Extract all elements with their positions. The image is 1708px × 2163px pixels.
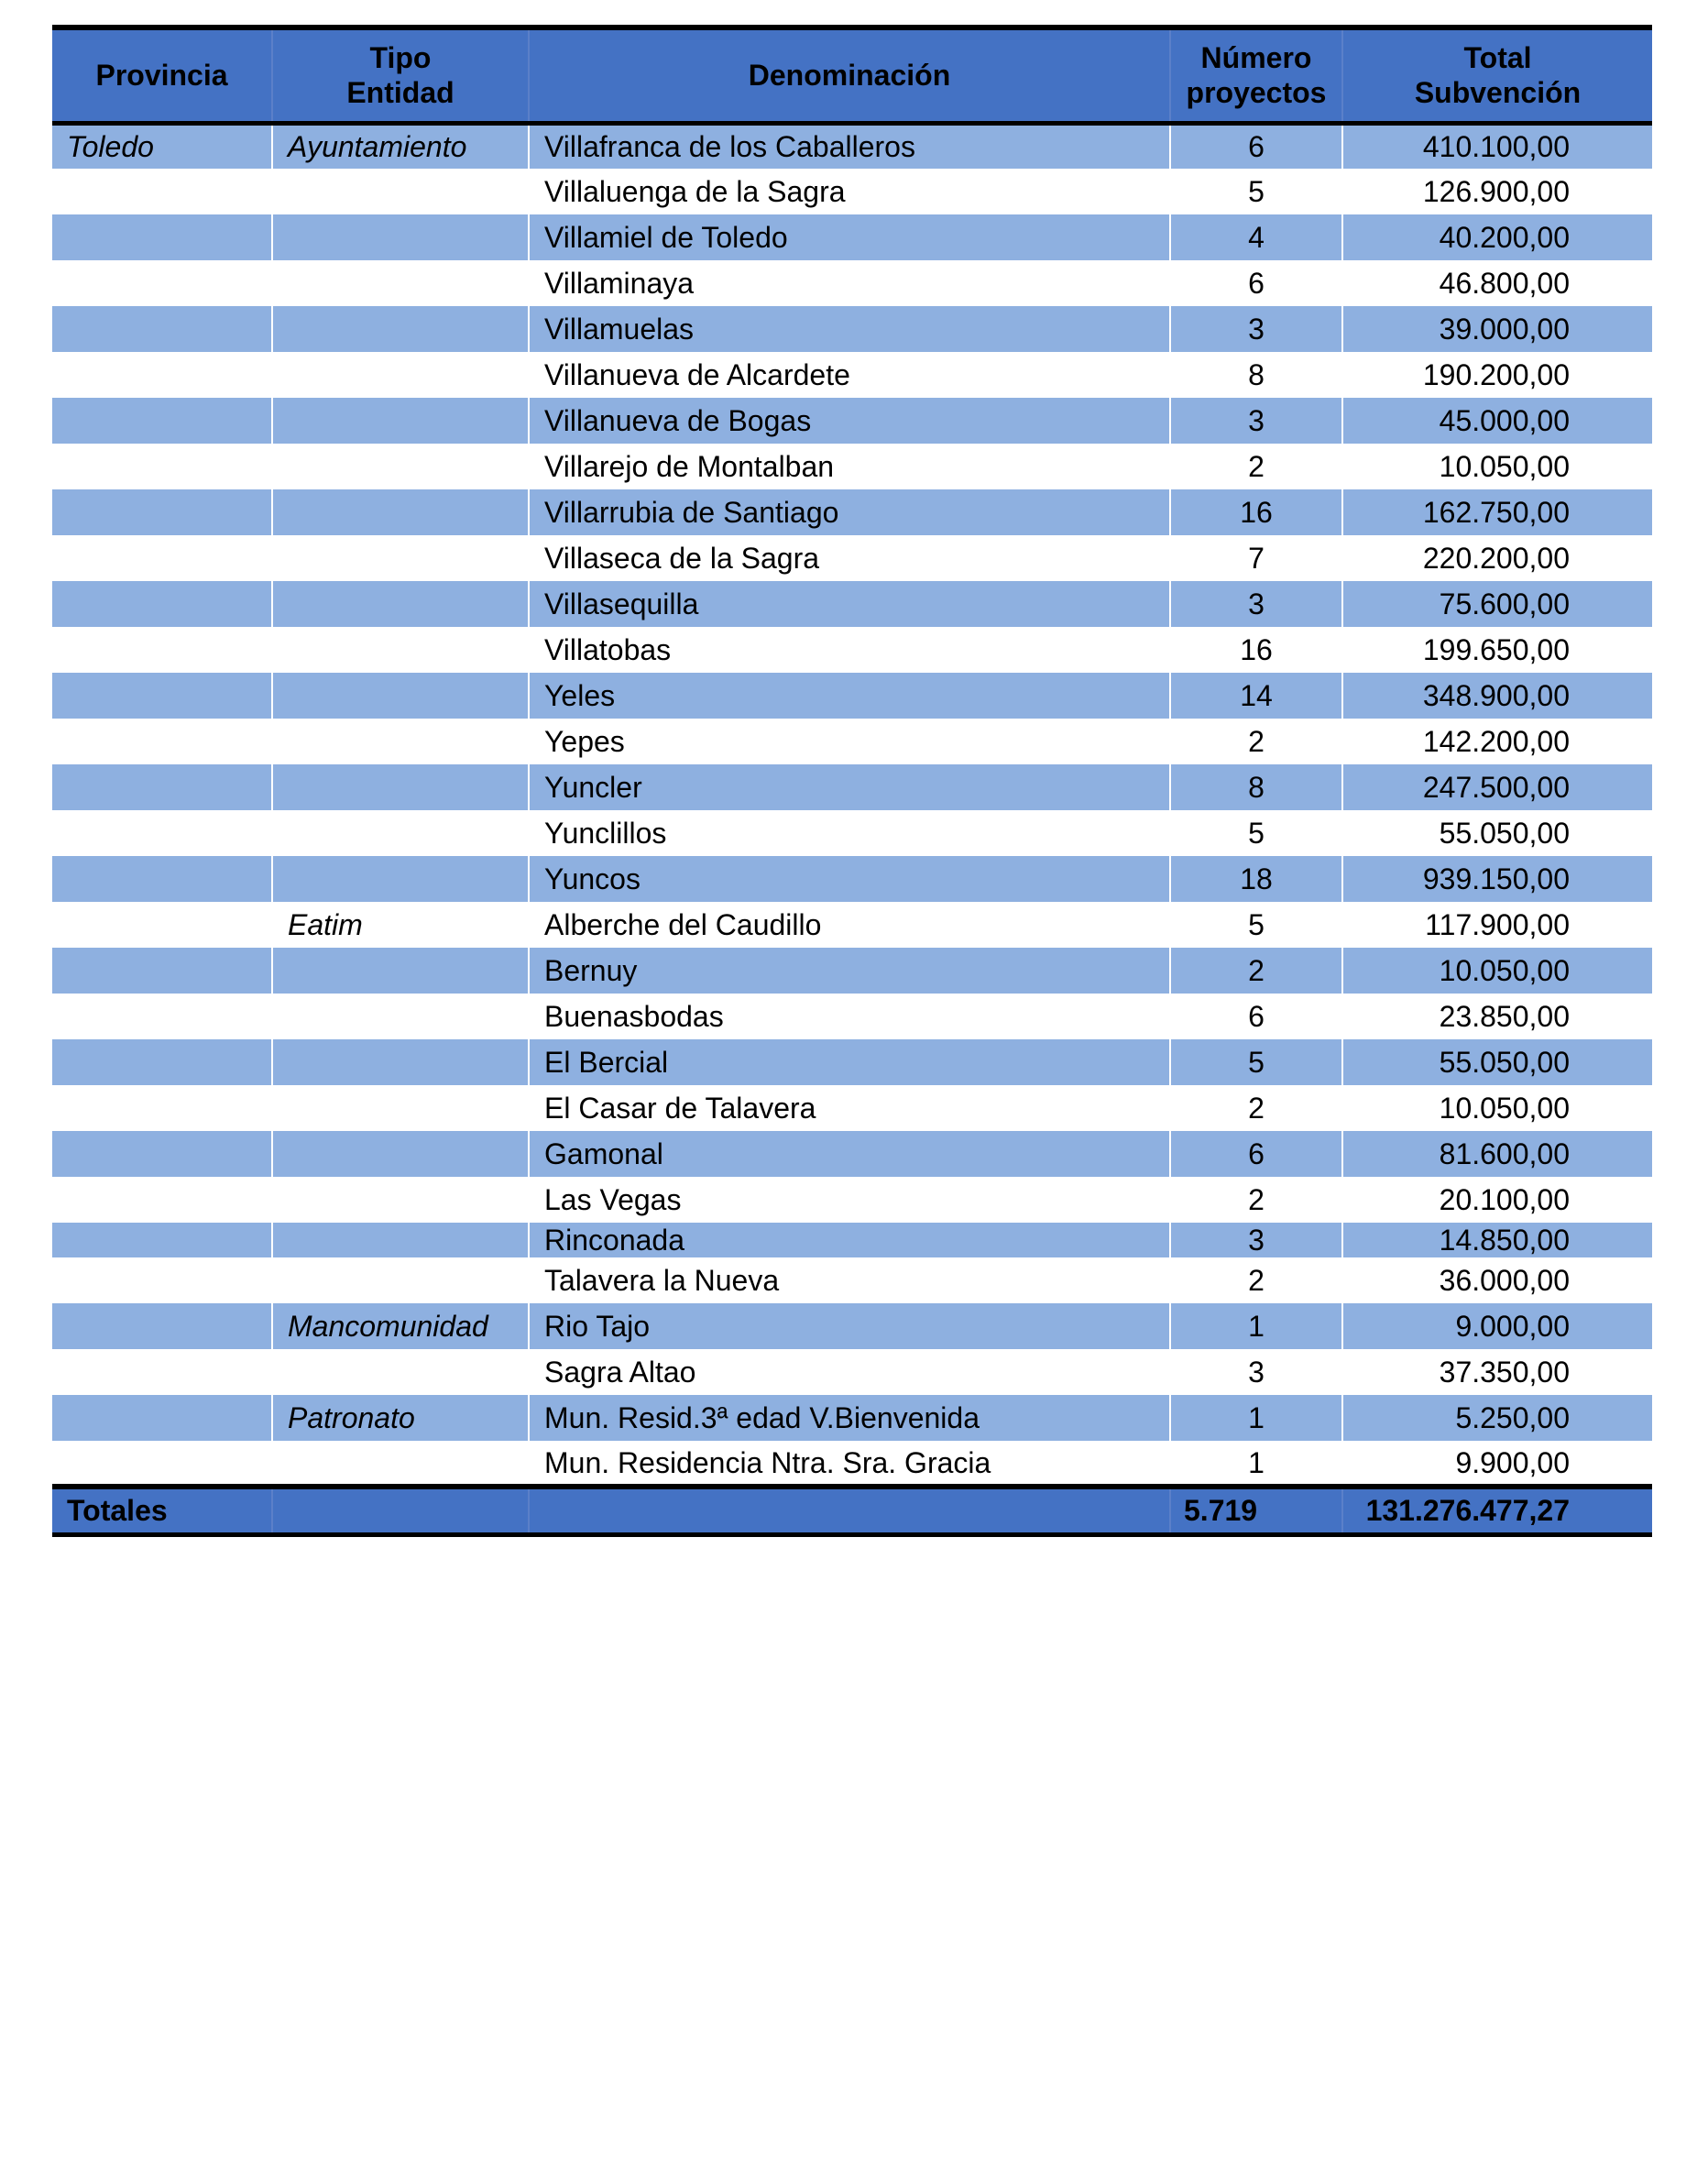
- table-row: [52, 627, 1652, 673]
- cell-provincia: [52, 1441, 272, 1487]
- table-row: [52, 1131, 1652, 1177]
- cell-denominacion: Mun. Residencia Ntra. Sra. Gracia: [529, 1441, 1170, 1487]
- cell-numero-proyectos: 4: [1170, 214, 1342, 260]
- cell-provincia: [52, 810, 272, 856]
- table-row: [52, 1441, 1652, 1487]
- cell-numero-proyectos: 5: [1170, 902, 1342, 948]
- cell-numero-proyectos: 2: [1170, 444, 1342, 489]
- cell-tipo-entidad: Eatim: [272, 902, 529, 948]
- cell-denominacion: El Casar de Talavera: [529, 1085, 1170, 1131]
- cell-denominacion: Mun. Resid.3ª edad V.Bienvenida: [529, 1395, 1170, 1441]
- cell-denominacion: Villasequilla: [529, 581, 1170, 627]
- header-numero-label-2: proyectos: [1186, 76, 1327, 110]
- table-row: [52, 1303, 1652, 1349]
- cell-tipo-entidad: [272, 214, 529, 260]
- cell-numero-proyectos: 5: [1170, 810, 1342, 856]
- cell-tipo-entidad: [272, 1039, 529, 1085]
- cell-denominacion: Villatobas: [529, 627, 1170, 673]
- header-total-label-2: Subvención: [1414, 76, 1582, 110]
- cell-numero-proyectos: 5: [1170, 169, 1342, 214]
- header-numero-proyectos: [1170, 27, 1342, 123]
- cell-total-subvencion: 10.050,00: [1342, 1085, 1652, 1131]
- cell-provincia: [52, 948, 272, 994]
- cell-denominacion: Villanueva de Bogas: [529, 398, 1170, 444]
- cell-total-subvencion: 348.900,00: [1342, 673, 1652, 719]
- cell-total-subvencion: 55.050,00: [1342, 1039, 1652, 1085]
- table-row: [52, 673, 1652, 719]
- cell-provincia: [52, 673, 272, 719]
- subsidy-table: [52, 25, 1652, 1537]
- cell-denominacion: Gamonal: [529, 1131, 1170, 1177]
- cell-tipo-entidad: [272, 444, 529, 489]
- cell-denominacion: Villaminaya: [529, 260, 1170, 306]
- cell-tipo-entidad: [272, 535, 529, 581]
- table-row: [52, 489, 1652, 535]
- totals-label: Totales: [52, 1487, 272, 1534]
- cell-total-subvencion: 14.850,00: [1342, 1223, 1652, 1257]
- cell-total-subvencion: 37.350,00: [1342, 1349, 1652, 1395]
- table-row: [52, 902, 1652, 948]
- cell-numero-proyectos: 2: [1170, 1085, 1342, 1131]
- cell-total-subvencion: 199.650,00: [1342, 627, 1652, 673]
- header-numero-label-1: Número: [1200, 41, 1312, 75]
- cell-numero-proyectos: 3: [1170, 306, 1342, 352]
- cell-total-subvencion: 23.850,00: [1342, 994, 1652, 1039]
- cell-tipo-entidad: [272, 948, 529, 994]
- cell-provincia: [52, 1223, 272, 1257]
- cell-provincia: [52, 581, 272, 627]
- cell-total-subvencion: 20.100,00: [1342, 1177, 1652, 1223]
- header-tipo-label-2: Entidad: [346, 76, 454, 110]
- cell-total-subvencion: 9.000,00: [1342, 1303, 1652, 1349]
- header-provincia: [52, 27, 272, 123]
- cell-total-subvencion: 190.200,00: [1342, 352, 1652, 398]
- cell-numero-proyectos: 8: [1170, 352, 1342, 398]
- cell-tipo-entidad: [272, 1085, 529, 1131]
- table-row: [52, 1085, 1652, 1131]
- cell-provincia: [52, 306, 272, 352]
- cell-tipo-entidad: [272, 489, 529, 535]
- header-provincia-label: Provincia: [95, 59, 228, 93]
- cell-provincia: [52, 902, 272, 948]
- cell-provincia: [52, 535, 272, 581]
- totals-proyectos: 5.719: [1170, 1487, 1342, 1534]
- table-row: [52, 444, 1652, 489]
- cell-denominacion: Buenasbodas: [529, 994, 1170, 1039]
- cell-provincia: [52, 1131, 272, 1177]
- cell-tipo-entidad: [272, 810, 529, 856]
- cell-provincia: [52, 1395, 272, 1441]
- totals-empty-cell: [529, 1487, 1170, 1534]
- cell-denominacion: Villaluenga de la Sagra: [529, 169, 1170, 214]
- header-denominacion-label: Denominación: [748, 59, 951, 93]
- table-row: [52, 581, 1652, 627]
- header-denominacion: [529, 27, 1170, 123]
- cell-total-subvencion: 117.900,00: [1342, 902, 1652, 948]
- cell-provincia: [52, 352, 272, 398]
- cell-numero-proyectos: 6: [1170, 123, 1342, 169]
- cell-numero-proyectos: 8: [1170, 764, 1342, 810]
- cell-total-subvencion: 5.250,00: [1342, 1395, 1652, 1441]
- cell-tipo-entidad: [272, 627, 529, 673]
- cell-numero-proyectos: 1: [1170, 1441, 1342, 1487]
- cell-tipo-entidad: [272, 398, 529, 444]
- cell-denominacion: Yepes: [529, 719, 1170, 764]
- cell-denominacion: Yuncler: [529, 764, 1170, 810]
- table-row: [52, 352, 1652, 398]
- cell-tipo-entidad: Patronato: [272, 1395, 529, 1441]
- cell-numero-proyectos: 14: [1170, 673, 1342, 719]
- table-row: [52, 306, 1652, 352]
- cell-provincia: [52, 994, 272, 1039]
- cell-provincia: [52, 260, 272, 306]
- cell-numero-proyectos: 6: [1170, 1131, 1342, 1177]
- cell-provincia: [52, 856, 272, 902]
- table-row: [52, 169, 1652, 214]
- table-row: [52, 810, 1652, 856]
- cell-tipo-entidad: [272, 260, 529, 306]
- cell-provincia: Toledo: [52, 123, 272, 169]
- cell-tipo-entidad: [272, 1349, 529, 1395]
- cell-denominacion: Yunclillos: [529, 810, 1170, 856]
- cell-denominacion: Villaseca de la Sagra: [529, 535, 1170, 581]
- cell-provincia: [52, 398, 272, 444]
- table-row: [52, 214, 1652, 260]
- cell-denominacion: Villamuelas: [529, 306, 1170, 352]
- cell-numero-proyectos: 2: [1170, 948, 1342, 994]
- table-row: [52, 856, 1652, 902]
- cell-numero-proyectos: 1: [1170, 1303, 1342, 1349]
- header-tipo-entidad: [272, 27, 529, 123]
- totals-empty-cell: [272, 1487, 529, 1534]
- cell-tipo-entidad: [272, 856, 529, 902]
- cell-tipo-entidad: [272, 1223, 529, 1257]
- cell-total-subvencion: 410.100,00: [1342, 123, 1652, 169]
- cell-denominacion: Villanueva de Alcardete: [529, 352, 1170, 398]
- cell-total-subvencion: 36.000,00: [1342, 1257, 1652, 1303]
- table-row: [52, 398, 1652, 444]
- cell-numero-proyectos: 5: [1170, 1039, 1342, 1085]
- cell-total-subvencion: 162.750,00: [1342, 489, 1652, 535]
- cell-total-subvencion: 10.050,00: [1342, 444, 1652, 489]
- header-total-subvencion: [1342, 27, 1652, 123]
- header-row: [52, 27, 1652, 123]
- cell-total-subvencion: 10.050,00: [1342, 948, 1652, 994]
- cell-tipo-entidad: [272, 673, 529, 719]
- cell-tipo-entidad: Mancomunidad: [272, 1303, 529, 1349]
- cell-numero-proyectos: 3: [1170, 1223, 1342, 1257]
- cell-denominacion: Villafranca de los Caballeros: [529, 123, 1170, 169]
- table-row: [52, 1349, 1652, 1395]
- cell-denominacion: Villamiel de Toledo: [529, 214, 1170, 260]
- cell-tipo-entidad: [272, 306, 529, 352]
- header-total-label-1: Total: [1463, 41, 1532, 75]
- cell-total-subvencion: 247.500,00: [1342, 764, 1652, 810]
- table-row: [52, 1395, 1652, 1441]
- cell-total-subvencion: 55.050,00: [1342, 810, 1652, 856]
- cell-numero-proyectos: 6: [1170, 994, 1342, 1039]
- cell-numero-proyectos: 3: [1170, 581, 1342, 627]
- table-row: [52, 1177, 1652, 1223]
- cell-total-subvencion: 126.900,00: [1342, 169, 1652, 214]
- cell-denominacion: Villarejo de Montalban: [529, 444, 1170, 489]
- cell-tipo-entidad: [272, 994, 529, 1039]
- cell-provincia: [52, 444, 272, 489]
- cell-tipo-entidad: [272, 1441, 529, 1487]
- cell-numero-proyectos: 2: [1170, 719, 1342, 764]
- cell-tipo-entidad: [272, 352, 529, 398]
- cell-provincia: [52, 1349, 272, 1395]
- cell-total-subvencion: 39.000,00: [1342, 306, 1652, 352]
- totals-row: [52, 1487, 1652, 1534]
- cell-numero-proyectos: 3: [1170, 1349, 1342, 1395]
- cell-provincia: [52, 1039, 272, 1085]
- cell-total-subvencion: 220.200,00: [1342, 535, 1652, 581]
- cell-denominacion: Bernuy: [529, 948, 1170, 994]
- cell-provincia: [52, 627, 272, 673]
- cell-total-subvencion: 81.600,00: [1342, 1131, 1652, 1177]
- cell-total-subvencion: 40.200,00: [1342, 214, 1652, 260]
- cell-numero-proyectos: 3: [1170, 398, 1342, 444]
- cell-total-subvencion: 939.150,00: [1342, 856, 1652, 902]
- cell-provincia: [52, 1177, 272, 1223]
- cell-provincia: [52, 214, 272, 260]
- cell-provincia: [52, 764, 272, 810]
- cell-tipo-entidad: Ayuntamiento: [272, 123, 529, 169]
- header-tipo-label-1: Tipo: [369, 41, 432, 75]
- cell-denominacion: Talavera la Nueva: [529, 1257, 1170, 1303]
- cell-tipo-entidad: [272, 719, 529, 764]
- cell-tipo-entidad: [272, 1131, 529, 1177]
- table-row: [52, 994, 1652, 1039]
- cell-denominacion: Alberche del Caudillo: [529, 902, 1170, 948]
- cell-tipo-entidad: [272, 581, 529, 627]
- cell-numero-proyectos: 2: [1170, 1257, 1342, 1303]
- cell-tipo-entidad: [272, 169, 529, 214]
- table-row: [52, 260, 1652, 306]
- cell-denominacion: Sagra Altao: [529, 1349, 1170, 1395]
- table-row: [52, 1223, 1652, 1257]
- cell-numero-proyectos: 18: [1170, 856, 1342, 902]
- cell-total-subvencion: 45.000,00: [1342, 398, 1652, 444]
- table-row: [52, 1257, 1652, 1303]
- cell-denominacion: El Bercial: [529, 1039, 1170, 1085]
- cell-numero-proyectos: 7: [1170, 535, 1342, 581]
- cell-tipo-entidad: [272, 1257, 529, 1303]
- cell-provincia: [52, 719, 272, 764]
- cell-provincia: [52, 1257, 272, 1303]
- cell-denominacion: Rinconada: [529, 1223, 1170, 1257]
- totals-subvencion: 131.276.477,27: [1342, 1487, 1652, 1534]
- cell-provincia: [52, 1085, 272, 1131]
- table-header: [52, 27, 1652, 123]
- cell-provincia: [52, 1303, 272, 1349]
- table-row: [52, 719, 1652, 764]
- cell-denominacion: Yeles: [529, 673, 1170, 719]
- table-body: [52, 123, 1652, 1487]
- cell-tipo-entidad: [272, 764, 529, 810]
- cell-numero-proyectos: 6: [1170, 260, 1342, 306]
- table-row: [52, 1039, 1652, 1085]
- cell-numero-proyectos: 2: [1170, 1177, 1342, 1223]
- cell-total-subvencion: 9.900,00: [1342, 1441, 1652, 1487]
- cell-total-subvencion: 75.600,00: [1342, 581, 1652, 627]
- cell-total-subvencion: 142.200,00: [1342, 719, 1652, 764]
- table-row: [52, 535, 1652, 581]
- cell-denominacion: Las Vegas: [529, 1177, 1170, 1223]
- cell-denominacion: Villarrubia de Santiago: [529, 489, 1170, 535]
- cell-numero-proyectos: 16: [1170, 627, 1342, 673]
- table-row: [52, 948, 1652, 994]
- table-row: [52, 764, 1652, 810]
- cell-numero-proyectos: 16: [1170, 489, 1342, 535]
- table-row: [52, 123, 1652, 169]
- cell-denominacion: Rio Tajo: [529, 1303, 1170, 1349]
- cell-numero-proyectos: 1: [1170, 1395, 1342, 1441]
- cell-tipo-entidad: [272, 1177, 529, 1223]
- cell-provincia: [52, 489, 272, 535]
- cell-total-subvencion: 46.800,00: [1342, 260, 1652, 306]
- table-footer: [52, 1487, 1652, 1534]
- cell-provincia: [52, 169, 272, 214]
- cell-denominacion: Yuncos: [529, 856, 1170, 902]
